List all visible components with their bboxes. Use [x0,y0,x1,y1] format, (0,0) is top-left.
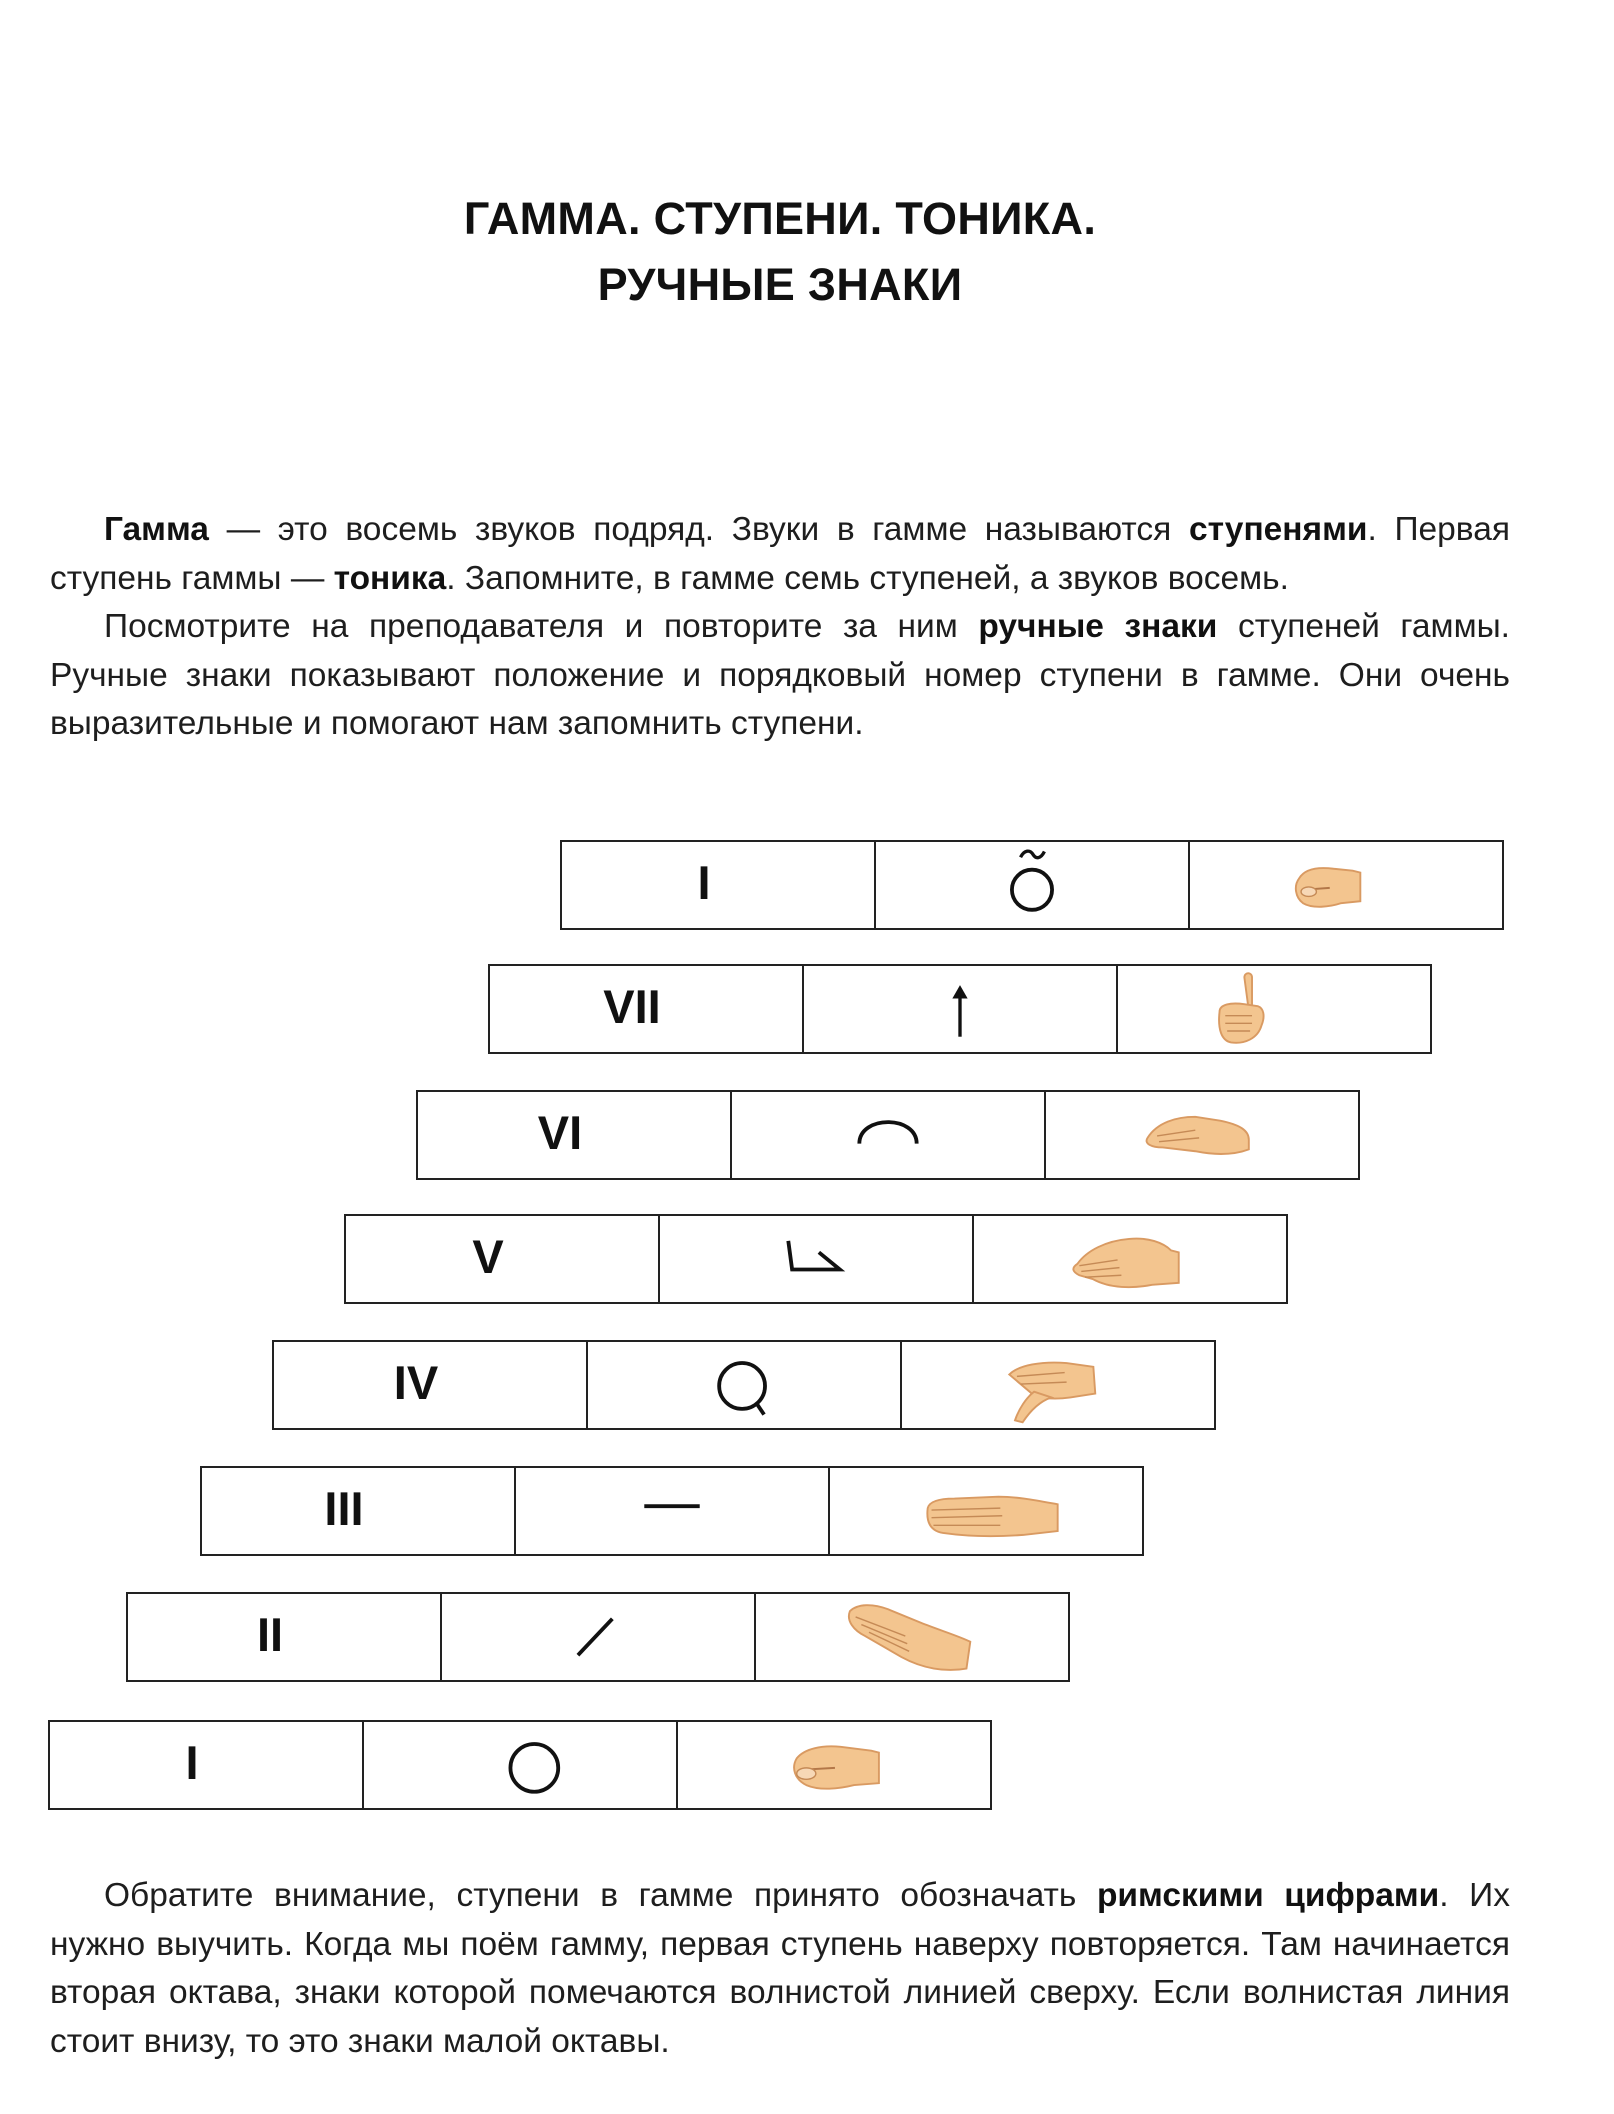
fist-hand-icon [1190,842,1502,928]
numeral-cell [50,1722,362,1808]
circle-with-tilde-icon [876,842,1188,928]
scale-step-row [488,964,1432,1054]
flat-hand-icon [830,1468,1142,1554]
hand-sign-cell [900,1342,1214,1428]
scale-step-row [126,1592,1070,1682]
title-line-1: ГАММА. СТУПЕНИ. ТОНИКА. [463,193,1097,244]
term-tonic: тоника [333,559,447,597]
step-numeral: V [472,1230,504,1283]
circle-with-tail-icon [588,1342,900,1428]
scale-step-row [48,1720,992,1810]
symbol-cell [802,966,1116,1052]
numeral-cell [274,1342,586,1428]
hand-sign-cell [676,1722,990,1808]
outro-text [50,1872,1510,2066]
intro-paragraph-2: Посмотрите на преподавателя и повторите за ним ручные знаки ступеней гаммы. Ручные знаки показывают положение и порядковый номер ступени в гамме. Они очень выразительные и помогают нам запомнить ступени. [50,608,1510,742]
symbol-cell [440,1594,754,1680]
numeral-cell [562,842,874,928]
scale-step-row [560,840,1504,930]
hand-sign-cell [754,1594,1068,1680]
numeral-cell [202,1468,514,1554]
symbol-cell [658,1216,972,1302]
step-numeral: IV [393,1356,439,1409]
fist-hand-icon [678,1722,990,1808]
title-line-2: РУЧНЫЕ ЗНАКИ [597,259,963,310]
hand-sign-cell [1188,842,1502,928]
hand-sign-cell [1116,966,1430,1052]
scale-step-row [272,1340,1216,1430]
term-steps: ступенями [1188,511,1368,548]
symbol-cell [874,842,1188,928]
intro-text [50,506,1510,749]
scale-step-row [416,1090,1360,1180]
symbol-cell [362,1722,676,1808]
numeral-cell [418,1092,730,1178]
hand-sign-cell [1044,1092,1358,1178]
term-roman-numerals: римскими цифрами [1096,1877,1440,1914]
symbol-cell [730,1092,1044,1178]
thumb-down-hand-icon [902,1342,1214,1428]
hand-sign-cell [828,1468,1142,1554]
step-numeral: VII [603,980,661,1033]
symbol-cell [514,1468,828,1554]
step-numeral: I [697,856,711,909]
numeral-cell [490,966,802,1052]
term-hand-signs: ручные знаки [978,608,1218,645]
horizontal-line-icon [516,1468,828,1554]
outro-paragraph: Обратите внимание, ступени в гамме принято обозначать римскими цифрами. Их нужно выучить. Когда мы поём гамму, первая ступень наверху повторяется. Там начинается вторая октава, знаки которой помечаются волнистой линией сверху. Если волнистая линия стоит внизу, то это знаки малой октавы. [50,1877,1511,2060]
hand-sign-cell [972,1216,1286,1302]
angle-icon [660,1216,972,1302]
scale-step-row [344,1214,1288,1304]
step-numeral: III [324,1482,364,1535]
hand-palm-down-icon [1046,1092,1358,1178]
numeral-cell [128,1594,440,1680]
hand-palm-side-icon [974,1216,1286,1302]
arc-icon [732,1092,1044,1178]
step-numeral: VI [537,1106,583,1159]
step-numeral: I [185,1736,199,1789]
symbol-cell [586,1342,900,1428]
up-arrow-icon [804,966,1116,1052]
term-gamma: Гамма [104,511,209,548]
numeral-cell [346,1216,658,1302]
page-title [0,186,1560,318]
circle-icon [364,1722,676,1808]
step-numeral: II [256,1608,284,1661]
tilted-hand-icon [756,1594,1068,1680]
intro-paragraph-1: Гамма — это восемь звуков подряд. Звуки в гамме называются ступенями. Первая ступень гаммы — тоника. Запомните, в гамме семь ступеней, а звуков восемь. [50,511,1510,597]
index-finger-up-hand-icon [1118,966,1430,1052]
slash-icon [442,1594,754,1680]
scale-step-row [200,1466,1144,1556]
